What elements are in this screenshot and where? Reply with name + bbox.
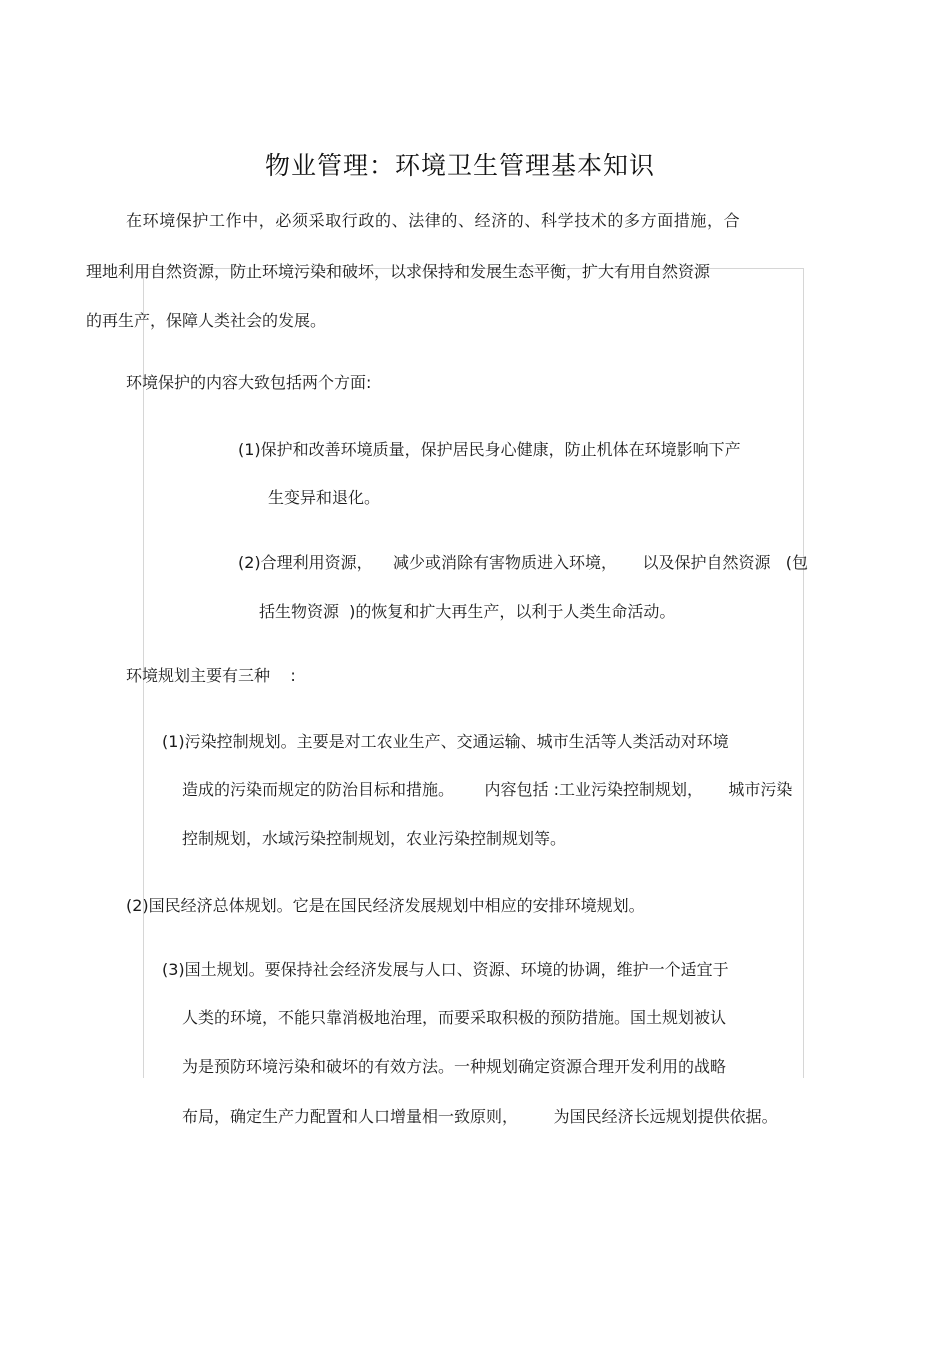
list-item-line: 为是预防环境污染和破坏的有效方法。一种规划确定资源合理开发利用的战略 (182, 1057, 727, 1076)
list-item-line: (1)保护和改善环境质量，保护居民身心健康，防止机体在环境影响下产 (238, 440, 741, 459)
list-item-line: 布局，确定生产力配置和人口增量相一致原则， 为国民经济长远规划提供依据。 (182, 1107, 778, 1126)
list-item-line: (3)国土规划。要保持社会经济发展与人口、资源、环境的协调，维护一个适宜于 (162, 960, 729, 979)
document-title: 物业管理：环境卫生管理基本知识 (264, 151, 655, 180)
list-item-line: 括生物资源 )的恢复和扩大再生产，以利于人类生命活动。 (259, 602, 676, 621)
list-item-line: (1)污染控制规划。主要是对工农业生产、交通运输、城市生活等人类活动对环境 (162, 732, 729, 751)
list-item-line: 造成的污染而规定的防治目标和措施。 内容包括 :工业污染控制规划， 城市污染 (182, 780, 793, 799)
paragraph-line: 在环境保护工作中，必须采取行政的、法律的、经济的、科学技术的多方面措施，合 (126, 211, 741, 230)
paragraph-line: 环境规划主要有三种 : (126, 666, 296, 685)
list-item-line: (2)合理利用资源， 减少或消除有害物质进入环境， 以及保护自然资源 (包 (238, 553, 808, 572)
frame-line-right (803, 268, 804, 1078)
list-item-line: 控制规划，水域污染控制规划，农业污染控制规划等。 (182, 829, 567, 848)
paragraph-line: 环境保护的内容大致包括两个方面: (126, 373, 372, 392)
list-item-line: 人类的环境，不能只靠消极地治理，而要采取积极的预防措施。国土规划被认 (182, 1008, 727, 1027)
paragraph-line: 的再生产，保障人类社会的发展。 (86, 311, 327, 330)
list-item-line: (2)国民经济总体规划。它是在国民经济发展规划中相应的安排环境规划。 (126, 896, 645, 915)
paragraph-line: 理地利用自然资源，防止环境污染和破坏，以求保持和发展生态平衡，扩大有用自然资源 (86, 262, 711, 281)
list-item-line: 生变异和退化。 (268, 488, 381, 507)
